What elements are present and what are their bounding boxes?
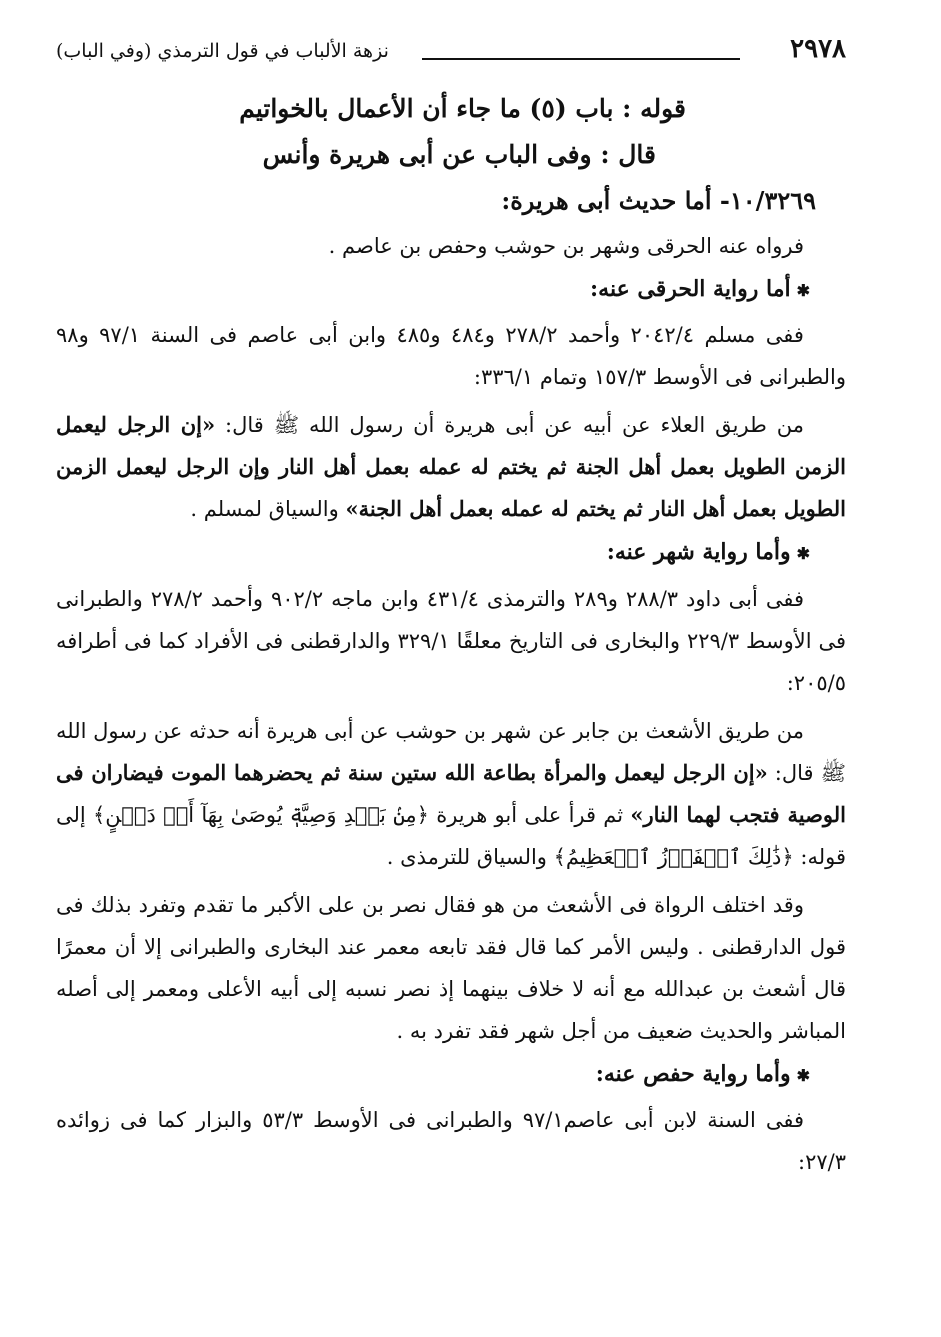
connector-text: إلى قوله: [56, 802, 846, 869]
section-heading-label: وأما رواية شهر عنه: [606, 539, 791, 566]
quran-quote: ﴿مِنۢ بَعۡدِ وَصِيَّةٖ يُوصَىٰ بِهَآ أَوۡ دَيۡنٍ﴾ [93, 802, 429, 827]
shahr-hadith-text [56, 710, 846, 878]
page-number: ٢٩٧٨ [790, 34, 846, 64]
star-icon: ✱ [796, 1065, 810, 1085]
attribution-note: والسياق للترمذى . [386, 844, 554, 869]
star-icon: ✱ [796, 281, 810, 300]
chapter-heading: قوله : باب (٥) ما جاء أن الأعمال بالخواتيم [239, 94, 686, 123]
running-title: نزهة الألباب في قول الترمذي (وفي الباب) [56, 40, 389, 62]
isnad-chain: من طريق الأشعث بن جابر عن شهر بن حوشب عن أبى هريرة أنه حدثه عن رسول الله ﷺ قال: [56, 718, 846, 785]
header-rule [422, 58, 740, 60]
shahr-references: ففى أبى داود ٢٨٨/٣ و٢٨٩ والترمذى ٤٣١/٤ وابن ماجه ٩٠٢/٢ وأحمد ٢٧٨/٢ والطبرانى فى الأوسط ٢٢٩/٣ والبخارى فى التاريخ معلقًا ٣٢٩/١ والدارقطنى فى الأفراد كما فى أطرافه ٢٠٥/٥: [56, 586, 846, 695]
matn-text: «إن الرجل ليعمل الزمن الطويل بعمل أهل الجنة ثم يختم له عمله بعمل أهل النار وإن الرجل ليعمل الزمن الطويل بعمل أهل النار ثم يختم له عمله بعمل أهل الجنة» [56, 412, 846, 522]
section-heading-harqi [56, 271, 810, 308]
hadith-number: ١٠/٣٢٦٩- [719, 186, 816, 215]
attribution-note: والسياق لمسلم . [190, 497, 346, 522]
hadith-title: أما حديث أبى هريرة: [501, 186, 712, 215]
harqi-references: ففى مسلم ٢٠٤٢/٤ وأحمد ٢٧٨/٢ و٤٨٤ و٤٨٥ وابن أبى عاصم فى السنة ٩٧/١ و٩٨ والطبرانى فى الأوسط ١٥٧/٣ وتمام ٣٣٦/١: [56, 323, 846, 390]
section-heading-label: أما رواية الحرقى عنه: [590, 276, 791, 302]
hadith-heading [56, 183, 816, 219]
isnad-chain: من طريق العلاء عن أبيه عن أبى هريرة أن رسول الله ﷺ قال: [215, 413, 804, 438]
intro-paragraph: فرواه عنه الحرقى وشهر بن حوشب وحفص بن عاصم . [328, 234, 804, 258]
harqi-hadith-text [56, 404, 846, 530]
section-heading-hafs [56, 1056, 810, 1093]
running-header [56, 30, 846, 74]
star-icon: ✱ [796, 544, 810, 564]
matn-text: «إن الرجل ليعمل والمرأة بطاعة الله ستين سنة ثم يحضرهما الموت فيضاران فى الوصية فتجب لهما النار» [56, 759, 846, 827]
section-heading-shahr [56, 534, 810, 571]
connector-text: ثم قرأ على أبو هريرة [428, 802, 631, 827]
book-page [56, 30, 846, 1183]
hafs-references: ففى السنة لابن أبى عاصم٩٧/١ والطبرانى فى الأوسط ٥٣/٣ والبزار كما فى زوائده ٢٧/٣: [56, 1108, 846, 1175]
chapter-sub-heading: قال : وفى الباب عن أبى هريرة وأنس [262, 139, 656, 169]
shahr-discussion: وقد اختلف الرواة فى الأشعث من هو فقال نصر بن على الأكبر ما تقدم وتفرد بذلك فى قول الدارقطنى . وليس الأمر كما قال فقد تابعه معمر عند البخارى والطبرانى إلا أن معمرًا قال أشعث بن عبدالله مع أنه لا خلاف بينهما إذ نصر نسبه إلى أبيه الأعلى ومعمر إلى أصله المباشر والحديث ضعيف من أجل شهر فقد تفرد به . [56, 892, 846, 1043]
quran-quote: ﴿ذَٰلِكَ ٱلۡفَوۡزُ ٱلۡعَظِيمُ﴾ [553, 844, 794, 869]
section-heading-label: وأما رواية حفص عنه: [595, 1060, 791, 1087]
